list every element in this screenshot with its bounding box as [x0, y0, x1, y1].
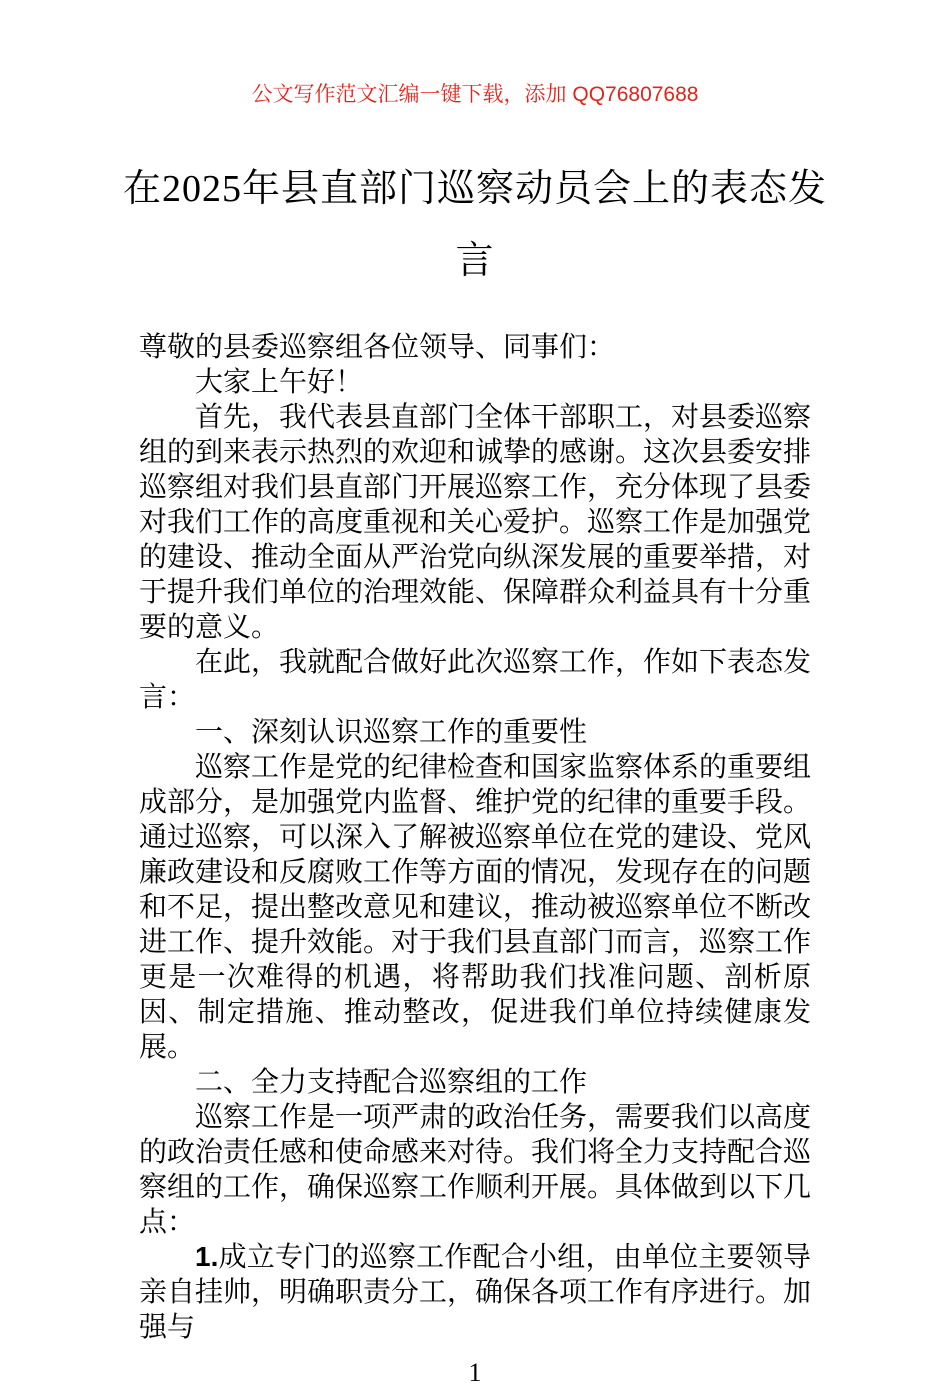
paragraph: 巡察工作是一项严肃的政治任务，需要我们以高度的政治责任感和使命感来对待。我们将全力支持配合巡察组的工作，确保巡察工作顺利开展。具体做到以下几点：: [139, 1101, 812, 1237]
document-title-line-1: 在2025年县直部门巡察动员会上的表态发: [122, 168, 827, 210]
section-heading: 一、深刻认识巡察工作的重要性: [195, 716, 588, 747]
page-number: 1: [468, 1358, 482, 1387]
document-body: [139, 329, 811, 1344]
salutation: 尊敬的县委巡察组各位领导、同事们：: [139, 331, 616, 362]
document-title-line-2: 言: [455, 240, 495, 282]
numbered-paragraph: 1.成立专门的巡察工作配合小组，由单位主要领导亲自挂帅，明确职责分工，确保各项工作有序进行。加强与: [139, 1241, 812, 1342]
paragraph: 大家上午好！: [195, 366, 364, 397]
promo-notice: 公文写作范文汇编一键下载，添加 QQ76807688: [251, 83, 699, 106]
document-title: [0, 153, 950, 297]
paragraph: 巡察工作是党的纪律检查和国家监察体系的重要组成部分，是加强党内监督、维护党的纪律的重要手段。通过巡察，可以深入了解被巡察单位在党的建设、党风廉政建设和反腐败工作等方面的情况，发现存在的问题和不足，提出整改意见和建议，推动被巡察单位不断改进工作、提升效能。对于我们县直部门而言，巡察工作更是一次难得的机遇，将帮助我们找准问题、剖析原因、制定措施、推动整改，促进我们单位持续健康发展。: [139, 751, 812, 1062]
paragraph: 在此，我就配合做好此次巡察工作，作如下表态发言：: [139, 646, 812, 712]
list-number: 1.: [195, 1241, 219, 1272]
section-heading: 二、全力支持配合巡察组的工作: [195, 1066, 588, 1097]
paragraph: 首先，我代表县直部门全体干部职工，对县委巡察组的到来表示热烈的欢迎和诚挚的感谢。这次县委安排巡察组对我们县直部门开展巡察工作，充分体现了县委对我们工作的高度重视和关心爱护。巡察工作是加强党的建设、推动全面从严治党向纵深发展的重要举措，对于提升我们单位的治理效能、保障群众利益具有十分重要的意义。: [139, 401, 812, 642]
